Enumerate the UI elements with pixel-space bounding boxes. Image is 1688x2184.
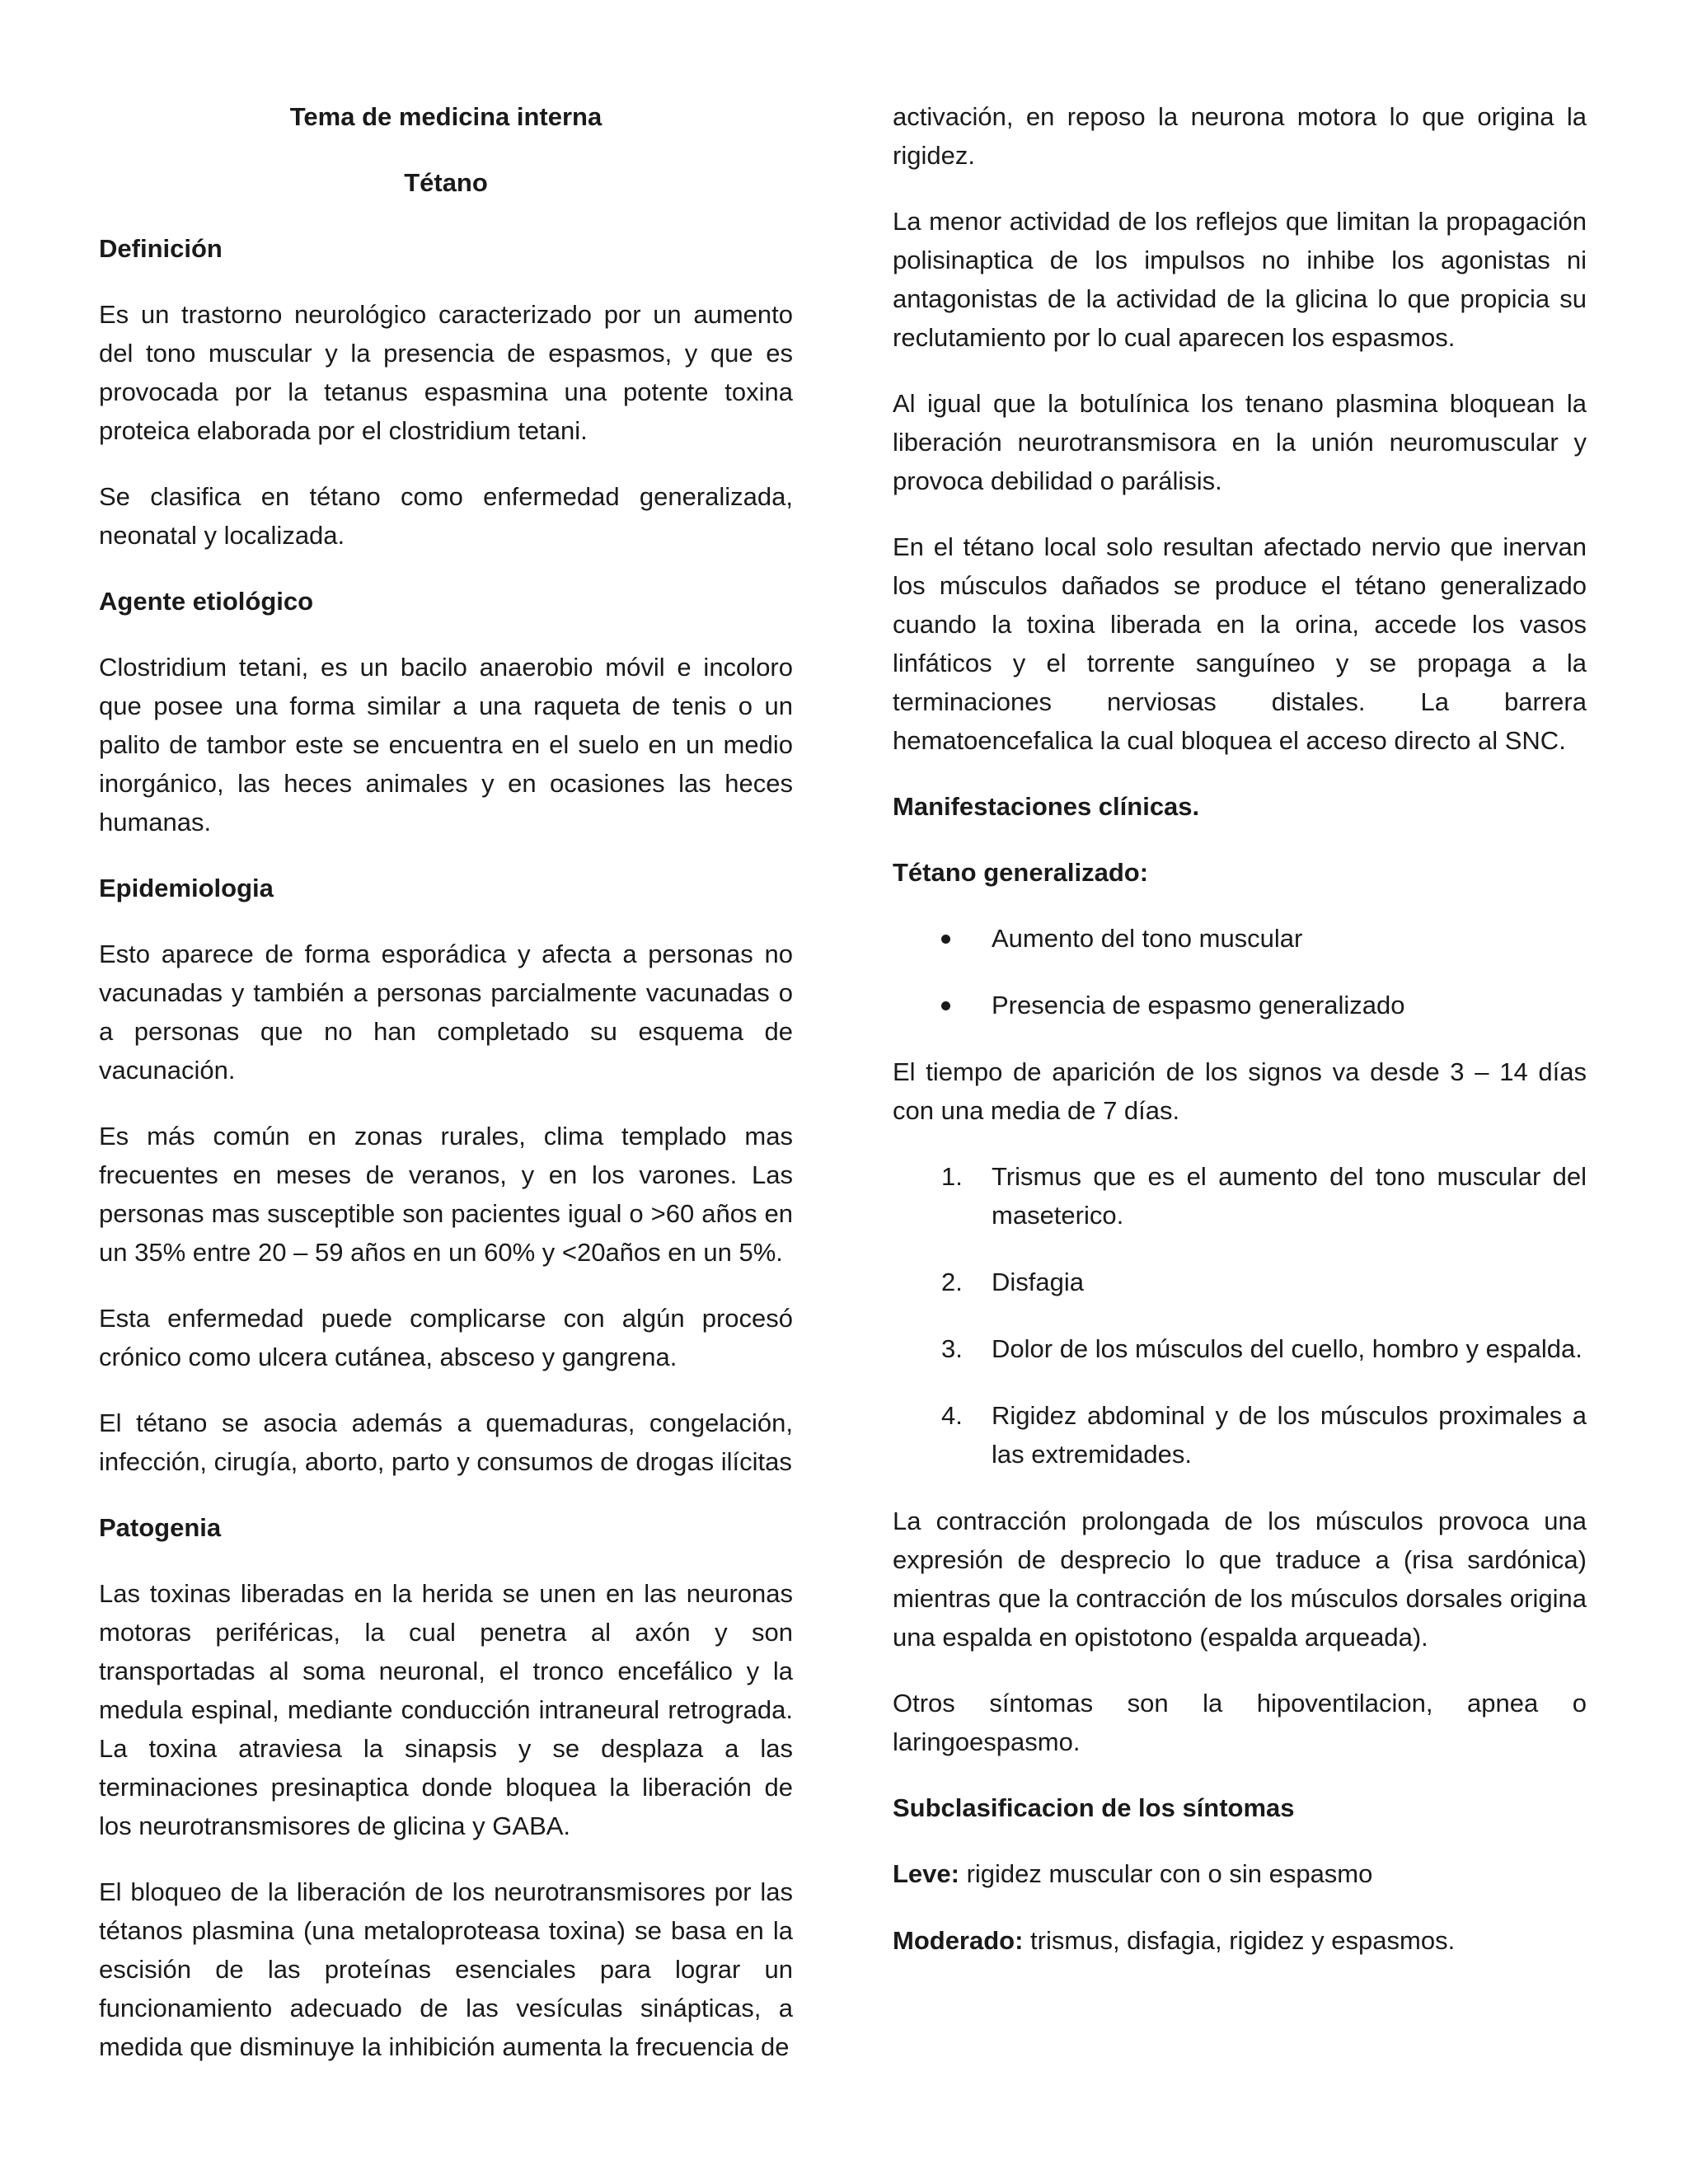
moderado-label: Moderado: <box>893 1926 1024 1955</box>
bullet-text: Presencia de espasmo generalizado <box>992 991 1405 1019</box>
bullet-text: Aumento del tono muscular <box>992 924 1303 953</box>
list-item <box>893 1157 1587 1235</box>
list-item <box>893 1329 1587 1368</box>
list-text: Rigidez abdominal y de los músculos proximales a las extremidades. <box>992 1401 1587 1469</box>
subclasificacion-heading: Subclasificacion de los síntomas <box>893 1793 1295 1822</box>
definicion-paragraph-1: Es un trastorno neurológico caracterizado por un aumento del tono muscular y la presencia de espasmos, y que es provocada por la tetanus espasmina una potente toxina proteica elaborada por el clostridium tetani. <box>99 300 793 445</box>
epidemiologia-paragraph-4: El tétano se asocia además a quemaduras, congelación, infección, cirugía, aborto, parto y consumos de drogas ilícitas <box>99 1408 793 1476</box>
list-item <box>893 986 1587 1024</box>
continuation-paragraph-3: Al igual que la botulínica los tenano plasmina bloquean la liberación neurotransmisora en la unión neuromuscular y provoca debilidad o parálisis. <box>893 389 1587 495</box>
agente-paragraph: Clostridium tetani, es un bacilo anaerobio móvil e incoloro que posee una forma similar a una raqueta de tenis o un palito de tambor este se encuentra en el suelo en un medio inorgánico, las heces animales y en ocasiones las heces humanas. <box>99 653 793 837</box>
symptom-bullet-list <box>893 919 1587 1024</box>
agente-heading: Agente etiológico <box>99 587 314 616</box>
symptom-numbered-list <box>893 1157 1587 1474</box>
list-text: Dolor de los músculos del cuello, hombro y espalda. <box>992 1334 1582 1363</box>
list-number: 1. <box>941 1162 963 1191</box>
continuation-paragraph-1: activación, en reposo la neurona motora lo que origina la rigidez. <box>893 102 1587 170</box>
continuation-paragraph-4: En el tétano local solo resultan afectado nervio que inervan los músculos dañados se produce el tétano generalizado cuando la toxina liberada en la orina, accede los vasos linfáticos y el torrente sanguíneo y se propaga a la terminaciones nerviosas distales. La barrera hematoencefalica la cual bloquea el acceso directo al SNC. <box>893 532 1587 755</box>
leve-paragraph <box>893 1854 1587 1893</box>
generalizado-heading: Tétano generalizado: <box>893 858 1149 887</box>
epidemiologia-paragraph-3: Esta enfermedad puede complicarse con algún procesó crónico como ulcera cutánea, absceso y gangrena. <box>99 1304 793 1371</box>
definicion-heading: Definición <box>99 234 223 263</box>
list-text: Disfagia <box>992 1268 1084 1296</box>
tiempo-paragraph: El tiempo de aparición de los signos va desde 3 – 14 días con una media de 7 días. <box>893 1057 1587 1125</box>
leve-text: rigidez muscular con o sin espasmo <box>959 1859 1373 1888</box>
list-text: Trismus que es el aumento del tono muscular del maseterico. <box>992 1162 1587 1230</box>
patogenia-paragraph-2: El bloqueo de la liberación de los neurotransmisores por las tétanos plasmina (una metaloproteasa toxina) se basa en la escisión de las proteínas esenciales para lograr un funcionamiento adecuado de las vesículas sinápticas, a medida que disminuye la inhibición aumenta la frecuencia de <box>99 1877 793 2061</box>
list-item <box>893 1396 1587 1474</box>
moderado-paragraph <box>893 1921 1587 1960</box>
document-subtitle: Tétano <box>404 168 488 197</box>
continuation-paragraph-2: La menor actividad de los reflejos que limitan la propagación polisinaptica de los impulsos no inhibe los agonistas ni antagonistas de la actividad de la glicina lo que propicia su reclutamiento por lo cual aparecen los espasmos. <box>893 207 1587 352</box>
right-column <box>893 97 1587 1988</box>
bullet-icon <box>941 1001 950 1010</box>
definicion-paragraph-2: Se clasifica en tétano como enfermedad generalizada, neonatal y localizada. <box>99 482 793 550</box>
epidemiologia-paragraph-1: Esto aparece de forma esporádica y afecta a personas no vacunadas y también a personas parcialmente vacunadas o a personas que no han completado su esquema de vacunación. <box>99 940 793 1085</box>
epidemiologia-paragraph-2: Es más común en zonas rurales, clima templado mas frecuentes en meses de veranos, y en los varones. Las personas mas susceptible son pacientes igual o >60 años en un 35% entre 20 – 59 años en un 60% y <20años en un 5%. <box>99 1122 793 1267</box>
leve-label: Leve: <box>893 1859 959 1888</box>
left-column <box>99 97 793 2093</box>
manifestaciones-heading: Manifestaciones clínicas. <box>893 792 1200 821</box>
patogenia-heading: Patogenia <box>99 1513 222 1542</box>
contraccion-paragraph: La contracción prolongada de los músculos provoca una expresión de desprecio lo que traduce a (risa sardónica) mientras que la contracción de los músculos dorsales origina una espalda en opistotono (espalda arqueada). <box>893 1507 1587 1652</box>
list-item <box>893 919 1587 958</box>
moderado-text: trismus, disfagia, rigidez y espasmos. <box>1023 1926 1456 1955</box>
epidemiologia-heading: Epidemiologia <box>99 874 274 902</box>
bullet-icon <box>941 935 950 944</box>
patogenia-paragraph-1: Las toxinas liberadas en la herida se unen en las neuronas motoras periféricas, la cual penetra al axón y son transportadas al soma neuronal, el tronco encefálico y la medula espinal, mediante conducción intraneural retrograda. La toxina atraviesa la sinapsis y se desplaza a las terminaciones presinaptica donde bloquea la liberación de los neurotransmisores de glicina y GABA. <box>99 1579 793 1840</box>
document-title: Tema de medicina interna <box>289 102 603 131</box>
list-item <box>893 1263 1587 1301</box>
list-number: 2. <box>941 1268 963 1296</box>
list-number: 3. <box>941 1334 963 1363</box>
otros-sintomas-paragraph: Otros síntomas son la hipoventilacion, apnea o laringoespasmo. <box>893 1689 1587 1756</box>
list-number: 4. <box>941 1401 963 1430</box>
